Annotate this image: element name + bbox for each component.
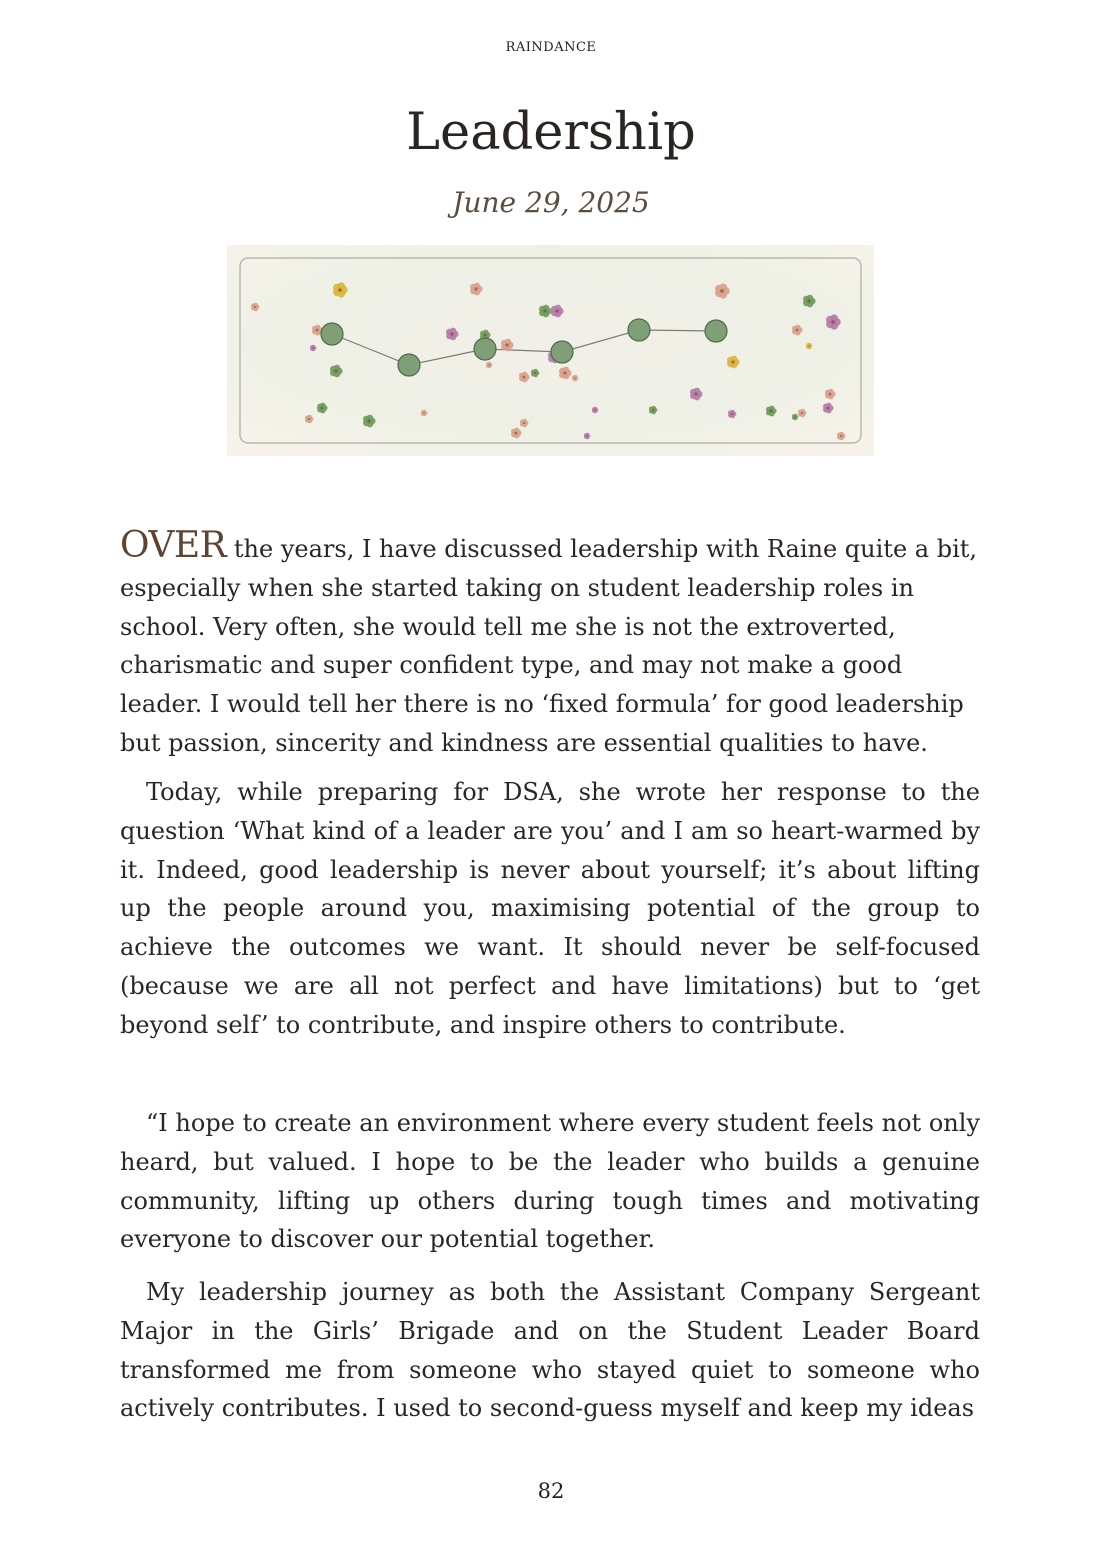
article-date: June 29, 2025: [452, 186, 650, 219]
journey-node: [628, 319, 650, 341]
journey-node: [398, 354, 420, 376]
header-illustration: [227, 245, 874, 456]
journey-node: [474, 338, 496, 360]
running-head: RAINDANCE: [505, 40, 597, 55]
paragraph-2-text: Today, while preparing for DSA, she wrote her response to the question ‘What kind of a leader are you’ and I am so heart-warmed by it. Indeed, good leadership is never about yourself; it’s about lifting up the people around you, maximising potential of the group to achieve the outcomes we want. It should never be self-focused (because we are all not perfect and have limitations) but to ‘get beyond self’ to contribute, and inspire others to contribute.: [120, 778, 980, 1039]
journey-node: [705, 320, 727, 342]
page-title: Leadership: [406, 103, 696, 162]
journey-node: [321, 323, 343, 345]
paragraph-2: [120, 773, 980, 1045]
dropcap: OVER: [120, 525, 227, 566]
page-number: 82: [537, 1479, 565, 1503]
paragraph-4-text: My leadership journey as both the Assistant Company Sergeant Major in the Girls’ Brigade and on the Student Leader Board transformed me from someone who stayed quiet to someone who actively contributes. I used to second-guess myself and keep my ideas: [120, 1278, 980, 1423]
paragraph-1-text: the years, I have discussed leadership with Raine quite a bit, especially when she started taking on student leadership roles in school. Very often, she would tell me she is not the extroverted, charismatic and super confident type, and may not make a good leader. I would tell her there is no ‘fixed formula’ for good leadership but passion, sincerity and kindness are essential qualities to have.: [120, 535, 978, 757]
paragraph-3-text: “I hope to create an environment where every student feels not only heard, but valued. I hope to be the leader who builds a genuine community, lifting up others during tough times and motivating everyone to discover our potential together.: [120, 1109, 980, 1254]
paragraph-4: [120, 1273, 980, 1428]
paragraph-3-quote: [120, 1104, 980, 1259]
paragraph-1: [120, 527, 980, 763]
journey-node: [551, 341, 573, 363]
